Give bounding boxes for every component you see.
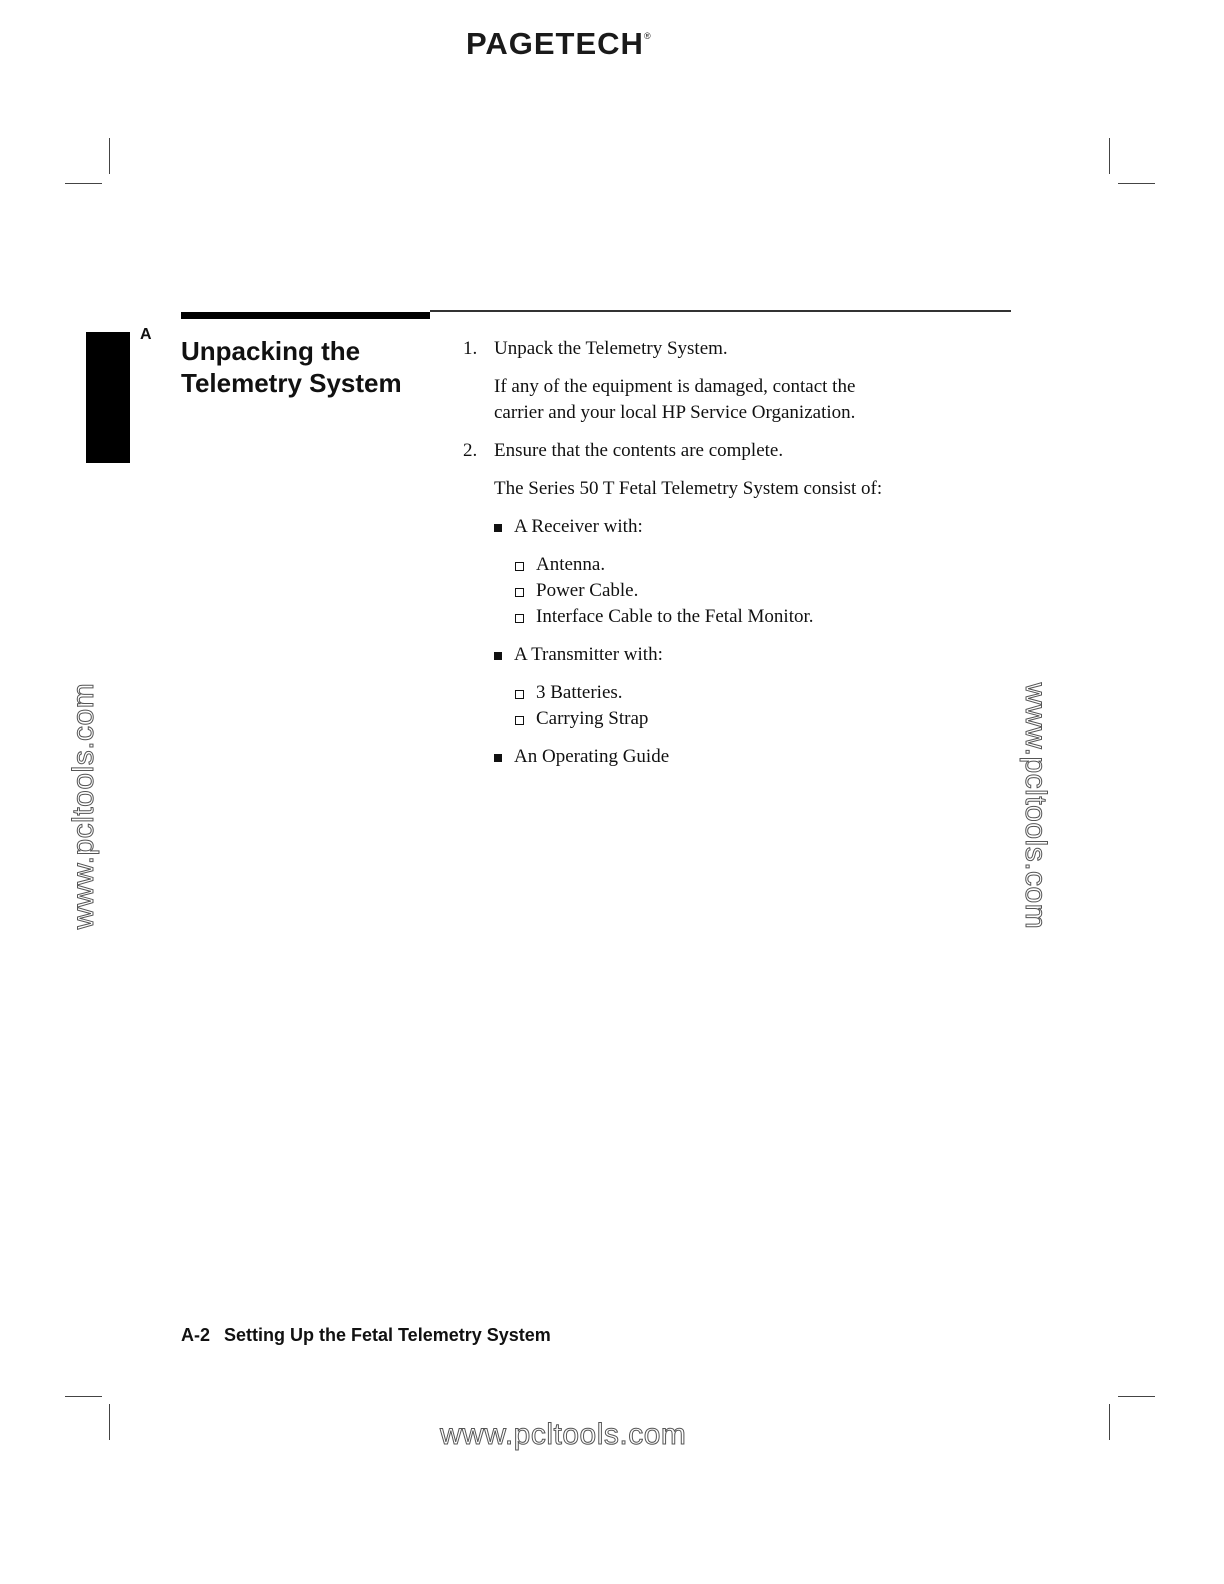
logo-text: PAGETECH (466, 26, 644, 61)
filled-square-bullet-icon (494, 754, 502, 762)
hollow-square-bullet-icon (515, 562, 524, 571)
crop-mark-top-right-v (1109, 138, 1110, 174)
crop-mark-top-right-h (1118, 183, 1155, 184)
crop-mark-bottom-left-h (65, 1396, 102, 1397)
watermark-right: www.pcltools.com (1019, 682, 1052, 930)
sub-list-item-label: 3 Batteries. (536, 682, 623, 703)
filled-square-bullet-icon (494, 652, 502, 660)
step-number: 2. (463, 440, 478, 461)
heading-rule-thick (181, 312, 430, 319)
filled-square-bullet-icon (494, 524, 502, 532)
step-text: Unpack the Telemetry System. (494, 338, 728, 359)
page-footer (181, 1325, 551, 1346)
pagetech-logo (466, 26, 652, 62)
list-item-label: A Transmitter with: (514, 644, 663, 665)
heading-rule-thin (430, 310, 1011, 312)
sub-list-item (514, 706, 1023, 732)
heading-line-2: Telemetry System (181, 368, 402, 398)
section-tab (86, 332, 130, 463)
hollow-square-bullet-icon (515, 588, 524, 597)
footer-title: Setting Up the Fetal Telemetry System (224, 1325, 551, 1345)
watermark-left: www.pcltools.com (67, 682, 100, 930)
crop-mark-bottom-left-v (109, 1404, 110, 1440)
step-note: The Series 50 T Fetal Telemetry System consist of: (494, 478, 883, 499)
step-note (494, 374, 1023, 426)
step-note-line-2: carrier and your local HP Service Organization. (494, 402, 856, 423)
list-item (494, 642, 1023, 732)
registered-mark: ® (643, 30, 652, 41)
sub-list (514, 680, 1023, 732)
section-heading (181, 335, 441, 399)
heading-line-1: Unpacking the (181, 336, 361, 366)
step-number: 1. (463, 338, 478, 359)
page-number: A-2 (181, 1325, 211, 1345)
step-text: Ensure that the contents are complete. (494, 440, 784, 461)
list-item (494, 744, 1023, 770)
crop-mark-bottom-right-h (1118, 1396, 1155, 1397)
crop-mark-top-left-v (109, 138, 110, 174)
sub-list-item (514, 680, 1023, 706)
list-item-label: A Receiver with: (514, 516, 643, 537)
hollow-square-bullet-icon (515, 716, 524, 725)
step-2 (463, 438, 1023, 770)
hollow-square-bullet-icon (515, 690, 524, 699)
sub-list-item (514, 578, 1023, 604)
hollow-square-bullet-icon (515, 614, 524, 623)
instructions (463, 336, 1023, 782)
list-item (494, 514, 1023, 630)
sub-list-item-label: Carrying Strap (536, 708, 649, 729)
sub-list-item-label: Power Cable. (536, 580, 639, 601)
crop-mark-top-left-h (65, 183, 102, 184)
step-1 (463, 336, 1023, 426)
step-note-line-1: If any of the equipment is damaged, contact the (494, 376, 856, 397)
watermark-bottom: www.pcltools.com (440, 1418, 687, 1451)
sub-list-item-label: Interface Cable to the Fetal Monitor. (536, 606, 814, 627)
sub-list (514, 552, 1023, 630)
crop-mark-bottom-right-v (1109, 1404, 1110, 1440)
contents-list (494, 514, 1023, 770)
sub-list-item-label: Antenna. (536, 554, 606, 575)
sub-list-item (514, 552, 1023, 578)
list-item-label: An Operating Guide (514, 746, 670, 767)
sub-list-item (514, 604, 1023, 630)
section-letter: A (140, 326, 152, 343)
